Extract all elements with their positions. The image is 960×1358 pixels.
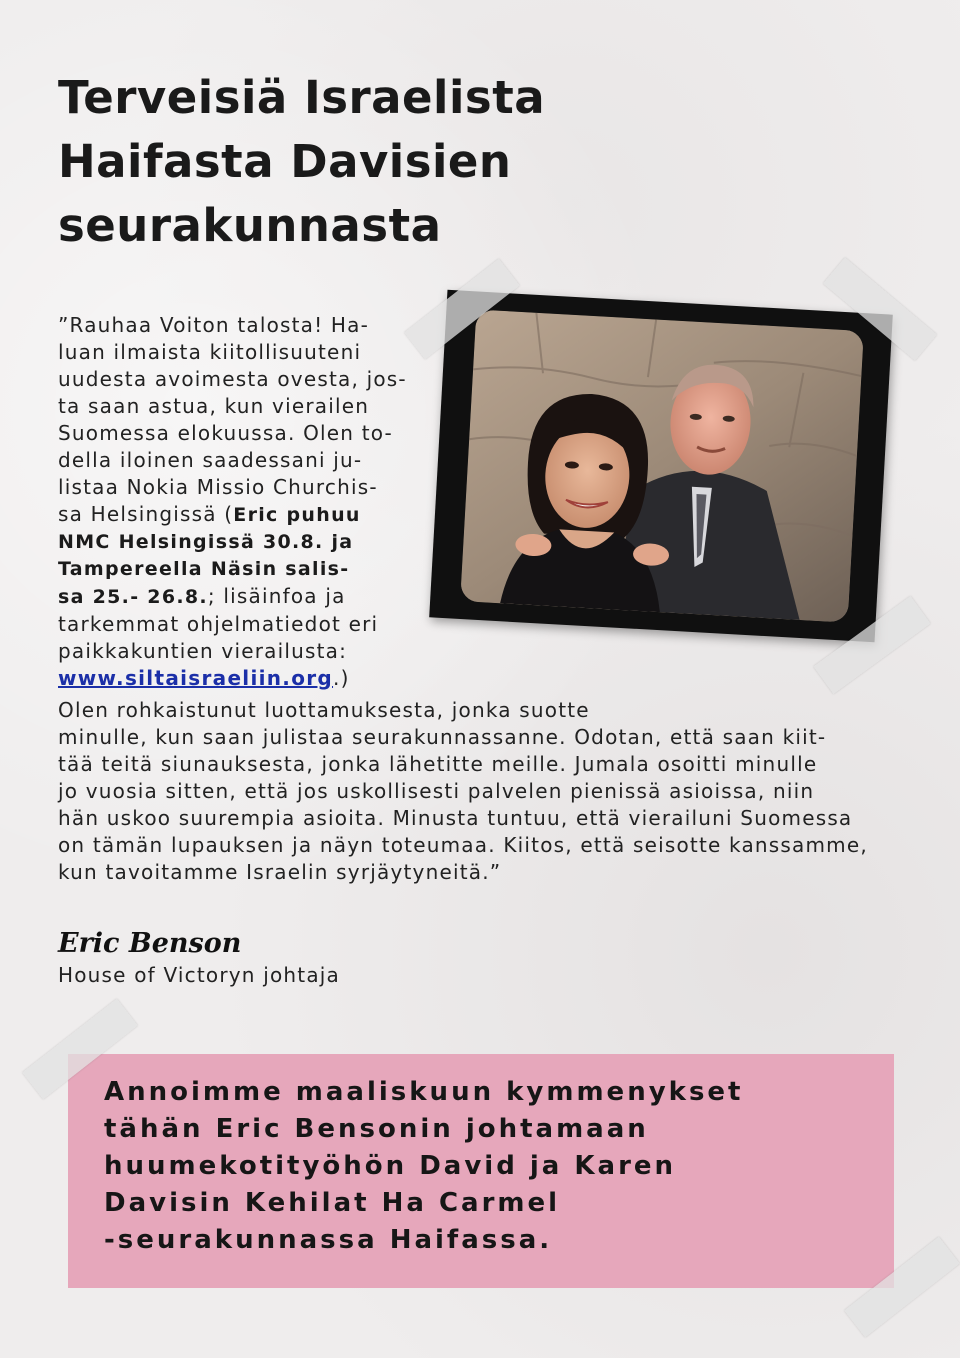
highlight-line: Annoimme maaliskuun kymmenykset	[104, 1077, 744, 1107]
signature-role: House of Victoryn johtaja	[58, 963, 341, 987]
body-line: kun tavoitamme Israelin syrjäytyneitä.”	[58, 860, 502, 884]
intro-text	[58, 312, 438, 692]
website-link[interactable]: www.siltaisraeliin.org	[58, 666, 334, 690]
couple-photo-illustration	[460, 309, 864, 622]
event-info: Tampereella Näsin salis-	[58, 558, 350, 580]
body-line: uudesta avoimesta ovesta, jos-	[58, 367, 407, 391]
body-line: tää teitä siunauksesta, jonka lähetitte meille. Jumala osoitti minulle	[58, 752, 818, 776]
body-text: ; lisäinfoa ja	[207, 584, 346, 608]
body-line: minulle, kun saan julistaa seurakunnassanne. Odotan, että saan kiit-	[58, 725, 827, 749]
event-info: sa 25.- 26.8.	[58, 586, 208, 608]
highlight-text	[104, 1074, 884, 1259]
body-line: luan ilmaista kiitollisuuteni	[58, 340, 362, 364]
body-text: sa Helsingissä (	[58, 502, 234, 526]
body-line: jo vuosia sitten, että jos uskollisesti palvelen pienissä asioissa, niin	[58, 779, 815, 803]
body-line: Suomessa elokuussa. Olen to-	[58, 421, 393, 445]
couple-photo	[460, 309, 864, 622]
body-line: Olen rohkaistunut luottamuksesta, jonka suotte	[58, 698, 590, 722]
event-info: Eric puhuu	[233, 504, 361, 526]
title-line-2: Haifasta Davisien	[58, 135, 512, 188]
highlight-line: tähän Eric Bensonin johtamaan	[104, 1114, 649, 1144]
highlight-line: -seurakunnassa Haifassa.	[104, 1225, 553, 1255]
body-line	[58, 583, 438, 611]
event-info: NMC Helsingissä 30.8. ja	[58, 531, 354, 553]
body-line: ”Rauhaa Voiton talosta! Ha-	[58, 313, 370, 337]
main-text	[58, 697, 918, 886]
body-line: tarkemmat ohjelmatiedot eri	[58, 612, 379, 636]
body-line: hän uskoo suurempia asioita. Minusta tuntuu, että vierailuni Suomessa	[58, 806, 853, 830]
signature-name: Eric Benson	[58, 928, 242, 959]
body-text: .)	[333, 666, 350, 690]
body-line: on tämän lupauksen ja näyn toteumaa. Kiitos, että seisotte kanssamme,	[58, 833, 868, 857]
highlight-line: huumekotityöhön David ja Karen	[104, 1151, 677, 1181]
body-line	[58, 501, 438, 529]
photo-frame	[429, 290, 893, 642]
title-line-1: Terveisiä Israelista	[58, 71, 546, 124]
body-line: paikkakuntien vierailusta:	[58, 639, 348, 663]
body-line: ta saan astua, kun vierailen	[58, 394, 370, 418]
title-line-3: seurakunnasta	[58, 199, 442, 252]
body-line	[58, 665, 438, 692]
body-line: listaa Nokia Missio Churchis-	[58, 475, 378, 499]
page-title	[58, 66, 698, 258]
highlight-line: Davisin Kehilat Ha Carmel	[104, 1188, 561, 1218]
body-line: della iloinen saadessani ju-	[58, 448, 363, 472]
